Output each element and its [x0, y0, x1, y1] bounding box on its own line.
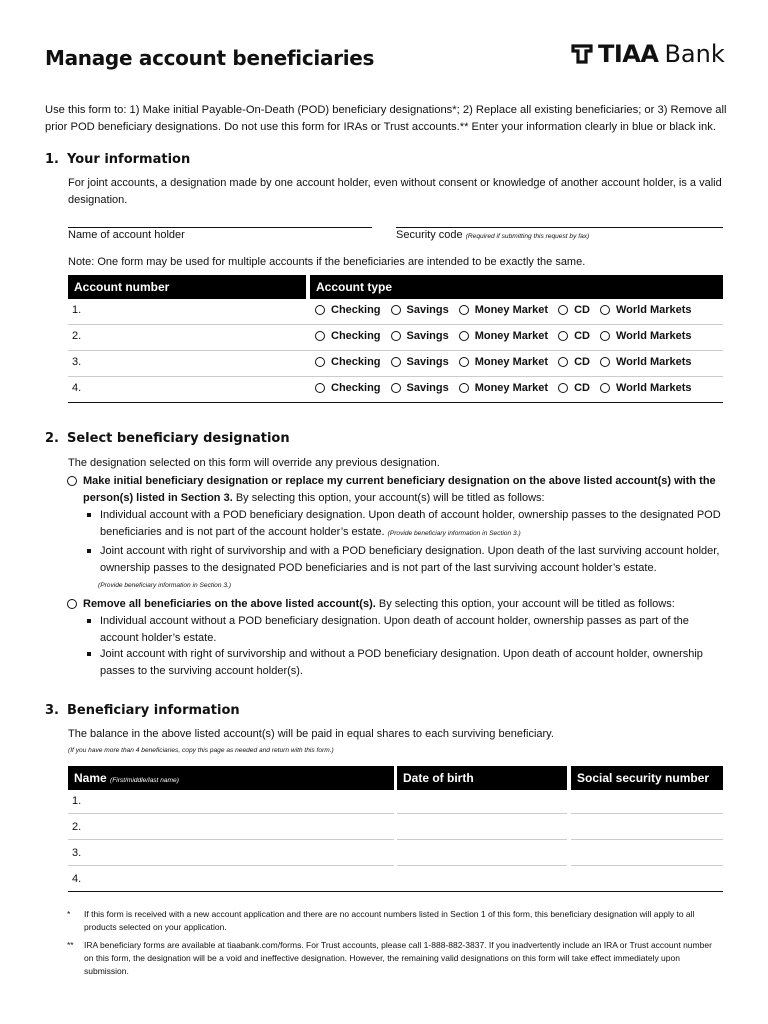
account-row-number: 1.	[72, 304, 82, 316]
section-2-heading: 2. Select beneficiary designation	[45, 431, 290, 446]
account-type-label: World Markets	[615, 382, 692, 394]
account-type-option[interactable]	[600, 356, 692, 368]
radio-button[interactable]	[391, 305, 401, 315]
beneficiary-row-divider[interactable]	[68, 891, 723, 892]
radio-button[interactable]	[315, 305, 325, 315]
row-divider	[68, 324, 723, 325]
row-divider	[68, 402, 723, 403]
account-type-option[interactable]	[315, 304, 381, 316]
radio-button[interactable]	[391, 357, 401, 367]
radio-button[interactable]	[459, 305, 469, 315]
name-signature-line[interactable]	[68, 227, 372, 228]
account-type-options	[315, 304, 702, 316]
section-1-heading: 1. Your information	[45, 152, 191, 167]
account-type-label: Savings	[406, 356, 449, 368]
account-type-options	[315, 330, 702, 342]
radio-button[interactable]	[391, 383, 401, 393]
option-2-bullets	[84, 613, 727, 679]
account-type-label: Savings	[406, 304, 449, 316]
account-type-option[interactable]	[558, 382, 590, 394]
radio-button[interactable]	[558, 357, 568, 367]
account-type-option[interactable]	[391, 304, 449, 316]
account-type-label: Checking	[331, 382, 381, 394]
account-number-header: Account number	[68, 275, 306, 299]
account-type-label: Savings	[406, 382, 449, 394]
security-code-line[interactable]	[396, 227, 723, 228]
page-title: Manage account beneficiaries	[45, 46, 375, 70]
logo-suffix: Bank	[664, 40, 725, 68]
list-item: Individual account without a POD beneficiary designation. Upon death of account holder, ownership passes as part of the account holder’s estate.	[84, 613, 727, 646]
radio-button[interactable]	[600, 305, 610, 315]
account-type-option[interactable]	[459, 330, 548, 342]
beneficiary-row-divider[interactable]	[571, 839, 723, 840]
beneficiary-row-divider[interactable]	[397, 865, 567, 866]
list-item-note: (Provide beneficiary information in Section 3.)	[98, 582, 232, 589]
account-type-option[interactable]	[391, 356, 449, 368]
section-1-text: For joint accounts, a designation made by one account holder, even without consent or knowledge of another account holder, is a valid designation.	[68, 177, 722, 206]
radio-button[interactable]	[315, 331, 325, 341]
account-type-option[interactable]	[315, 356, 381, 368]
account-row-number: 3.	[72, 356, 82, 368]
name-header: Name (First/middle/last name)	[68, 766, 394, 790]
account-type-label: CD	[574, 356, 590, 368]
tiaa-bank-logo	[570, 40, 725, 68]
account-type-option[interactable]	[459, 382, 548, 394]
account-type-option[interactable]	[600, 330, 692, 342]
account-type-label: Checking	[331, 330, 381, 342]
list-item: Joint account with right of survivorship and without a POD beneficiary designation. Upon death of account holder, ownership passes to the surviving account holder(s).	[84, 646, 727, 679]
option-replace-beneficiaries[interactable]: Make initial beneficiary designation or replace my current beneficiary designation on the above listed account(s) with the person(s) listed in Section 3. By selecting this option, your account(s) will be titled as follows:	[67, 473, 727, 506]
account-type-options	[315, 382, 702, 394]
account-type-label: World Markets	[615, 356, 692, 368]
logo-text: TIAA	[598, 40, 659, 68]
account-type-option[interactable]	[558, 356, 590, 368]
list-item: Individual account with a POD beneficiary designation. Upon death of account holder, ownership passes to the designated POD beneficiaries and is not part of the account holder’s estate. (Provide beneficiary information in Section 3.)	[84, 507, 727, 542]
dob-header: Date of birth	[397, 766, 567, 790]
account-type-option[interactable]	[315, 330, 381, 342]
radio-button[interactable]	[558, 383, 568, 393]
account-type-label: CD	[574, 382, 590, 394]
option-1-bullets	[84, 507, 727, 595]
radio-button[interactable]	[600, 357, 610, 367]
list-item: Joint account with right of survivorship and with a POD beneficiary designation. Upon death of the last surviving account holder, ownership passes to the designated POD beneficiaries and is not part of the last surviving account holder’s estate.	[84, 543, 727, 576]
row-divider	[68, 350, 723, 351]
beneficiary-row-divider[interactable]	[571, 813, 723, 814]
footnote-2: ** IRA beneficiary forms are available at tiaabank.com/forms. For Trust accounts, please call 1-888-882-3837. If you inadvertently include an IRA or Trust account number on this form, the designation will be a void and ineffective designation. However, the remaining valid designations on this form will take effect immediately upon submission.	[67, 940, 712, 976]
replace-radio[interactable]	[67, 476, 77, 486]
beneficiary-row-divider[interactable]	[397, 813, 567, 814]
section-2-text: The designation selected on this form will override any previous designation.	[68, 457, 440, 469]
account-type-option[interactable]	[558, 304, 590, 316]
account-type-header: Account type	[310, 275, 723, 299]
section-3-heading: 3. Beneficiary information	[45, 703, 240, 718]
account-row-number: 4.	[72, 382, 82, 394]
account-type-option[interactable]	[315, 382, 381, 394]
radio-button[interactable]	[558, 305, 568, 315]
radio-button[interactable]	[459, 331, 469, 341]
remove-radio[interactable]	[67, 599, 77, 609]
beneficiary-row-divider[interactable]	[68, 813, 394, 814]
radio-button[interactable]	[600, 383, 610, 393]
account-type-label: CD	[574, 330, 590, 342]
beneficiary-row-number: 1.	[72, 795, 82, 807]
intro-text: Use this form to: 1) Make initial Payable-On-Death (POD) beneficiary designations*; 2) Replace all existing beneficiaries; or 3) Remove all prior POD beneficiary designations. Do not use this form for IRAs or Trust accounts.** Enter your information clearly in blue or black ink.	[45, 104, 727, 133]
security-code-label: Security code (Required if submitting this request by fax)	[396, 229, 590, 241]
section-3-note: (If you have more than 4 beneficiaries, copy this page as needed and return with this form.)	[68, 747, 334, 754]
account-type-option[interactable]	[459, 304, 548, 316]
section-1-note: Note: One form may be used for multiple accounts if the beneficiaries are intended to be exactly the same.	[68, 256, 586, 268]
account-type-label: Savings	[406, 330, 449, 342]
radio-button[interactable]	[315, 383, 325, 393]
account-type-label: World Markets	[615, 304, 692, 316]
beneficiary-row-number: 3.	[72, 847, 82, 859]
account-type-option[interactable]	[558, 330, 590, 342]
radio-button[interactable]	[459, 383, 469, 393]
beneficiary-row-number: 4.	[72, 873, 82, 885]
account-type-option[interactable]	[391, 330, 449, 342]
account-type-label: Checking	[331, 356, 381, 368]
radio-button[interactable]	[315, 357, 325, 367]
beneficiary-row-divider[interactable]	[68, 865, 394, 866]
row-divider	[68, 376, 723, 377]
account-type-label: World Markets	[615, 330, 692, 342]
beneficiary-row-number: 2.	[72, 821, 82, 833]
account-type-label: CD	[574, 304, 590, 316]
radio-button[interactable]	[391, 331, 401, 341]
beneficiary-row-divider[interactable]	[571, 865, 723, 866]
account-type-option[interactable]	[600, 304, 692, 316]
ssn-header: Social security number	[571, 766, 723, 790]
account-row-number: 2.	[72, 330, 82, 342]
account-type-options	[315, 356, 702, 368]
account-type-label: Money Market	[474, 330, 549, 342]
account-type-label: Money Market	[474, 382, 549, 394]
account-type-label: Money Market	[474, 356, 549, 368]
radio-button[interactable]	[558, 331, 568, 341]
tiaa-logo-icon	[570, 43, 594, 65]
account-type-option[interactable]	[391, 382, 449, 394]
beneficiary-row-divider[interactable]	[397, 839, 567, 840]
option-remove-beneficiaries[interactable]: Remove all beneficiaries on the above listed account(s). By selecting this option, your account will be titled as follows:	[67, 596, 727, 613]
account-type-option[interactable]	[600, 382, 692, 394]
beneficiary-row-divider[interactable]	[68, 839, 394, 840]
account-type-option[interactable]	[459, 356, 548, 368]
radio-button[interactable]	[600, 331, 610, 341]
name-label: Name of account holder	[68, 229, 185, 241]
footnote-1: * If this form is received with a new account application and there are no account numbers listed in Section 1 of this form, this beneficiary designation will apply to all products selected on your application.	[67, 909, 695, 932]
radio-button[interactable]	[459, 357, 469, 367]
section-3-text: The balance in the above listed account(s) will be paid in equal shares to each surviving beneficiary.	[68, 728, 554, 740]
account-type-label: Checking	[331, 304, 381, 316]
account-type-label: Money Market	[474, 304, 549, 316]
